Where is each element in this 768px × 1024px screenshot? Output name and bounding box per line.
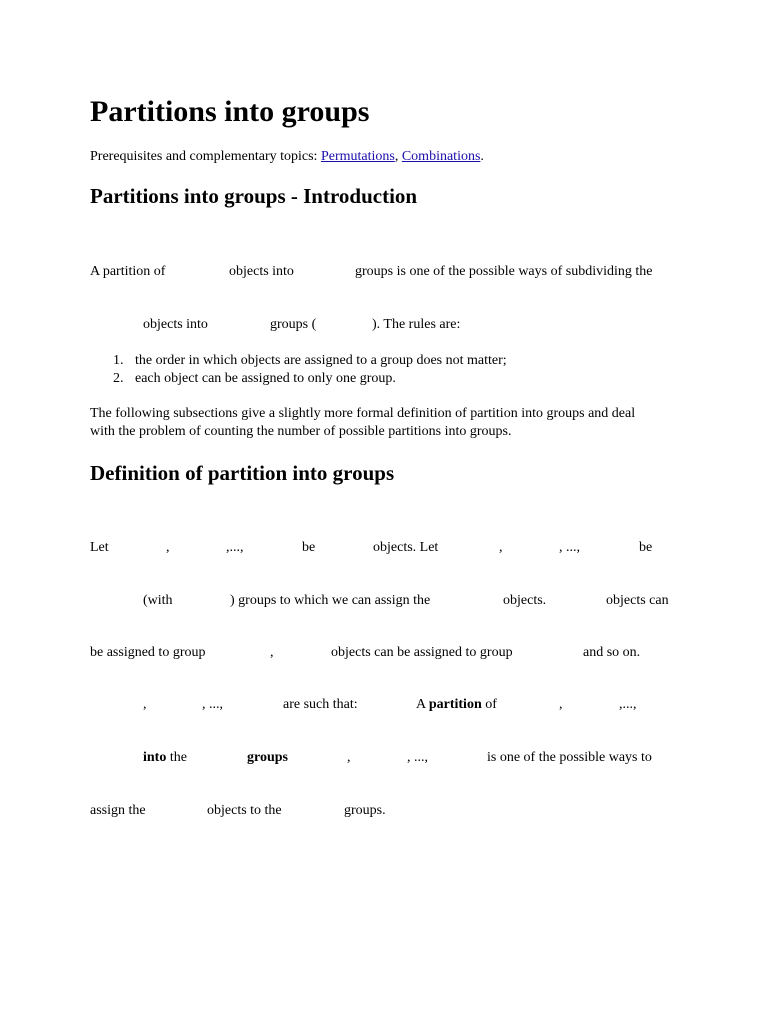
prereq-separator: , [394,149,399,164]
list-item [0,353,768,369]
def-text: ,..., [226,540,244,555]
term-groups: groups [247,750,288,765]
def-text: , ..., [559,540,580,555]
def-text: and so on. [583,645,641,660]
intro-text: objects into [143,317,208,332]
def-text: , ..., [407,750,428,765]
permutations-link[interactable]: Permutations [320,149,395,164]
def-text: , [166,540,170,555]
combinations-link[interactable]: Combinations [401,149,481,164]
def-text: groups. [344,803,386,818]
list-number: 2. [113,371,124,386]
def-text: the [169,750,187,765]
def-text: objects to the [207,803,282,818]
def-text: be [639,540,653,555]
intro-text: groups ( [270,317,317,332]
def-text: Let [90,540,109,555]
def-text: are such that: [283,697,358,712]
paragraph-line: The following subsections give a slightly more formal definition of partition into groups and deal [90,406,636,421]
def-text: , [143,697,147,712]
def-text: , [559,697,563,712]
def-text: , [499,540,503,555]
term-into: into [143,750,167,765]
def-text: is one of the possible ways to [487,750,652,765]
def-text: objects. Let [373,540,439,555]
def-text [416,697,497,713]
def-text: ,..., [619,697,637,712]
def-text: (with [143,593,173,608]
definition-heading: Definition of partition into groups [90,461,395,485]
list-item [0,371,768,387]
def-text: objects can [606,593,669,608]
def-text: , [270,645,274,660]
list-number: 1. [113,353,124,368]
paragraph-line: with the problem of counting the number of possible partitions into groups. [90,424,512,439]
prerequisites-line [90,149,484,165]
intro-text: ). The rules are: [372,317,461,332]
intro-text: groups is one of the possible ways of subdividing the [355,264,653,279]
prereq-end: . [480,149,484,164]
def-text: be assigned to group [90,645,206,660]
page-title: Partitions into groups [90,95,370,128]
list-item-text: the order in which objects are assigned to a group does not matter; [135,353,507,368]
def-text: , [347,750,351,765]
def-text [143,750,187,766]
def-text: A [416,697,426,712]
def-text: objects. [503,593,547,608]
def-text: of [485,697,497,712]
intro-text: objects into [229,264,294,279]
def-text: , ..., [202,697,223,712]
def-text: be [302,540,316,555]
list-item-text: each object can be assigned to only one group. [135,371,396,386]
def-text: assign the [90,803,146,818]
intro-text: A partition of [90,264,166,279]
term-partition: partition [428,697,482,712]
def-text: objects can be assigned to group [331,645,513,660]
def-text: ) groups to which we can assign the [230,593,431,608]
prerequisites-label: Prerequisites and complementary topics: [90,149,318,164]
intro-heading: Partitions into groups - Introduction [90,184,418,208]
